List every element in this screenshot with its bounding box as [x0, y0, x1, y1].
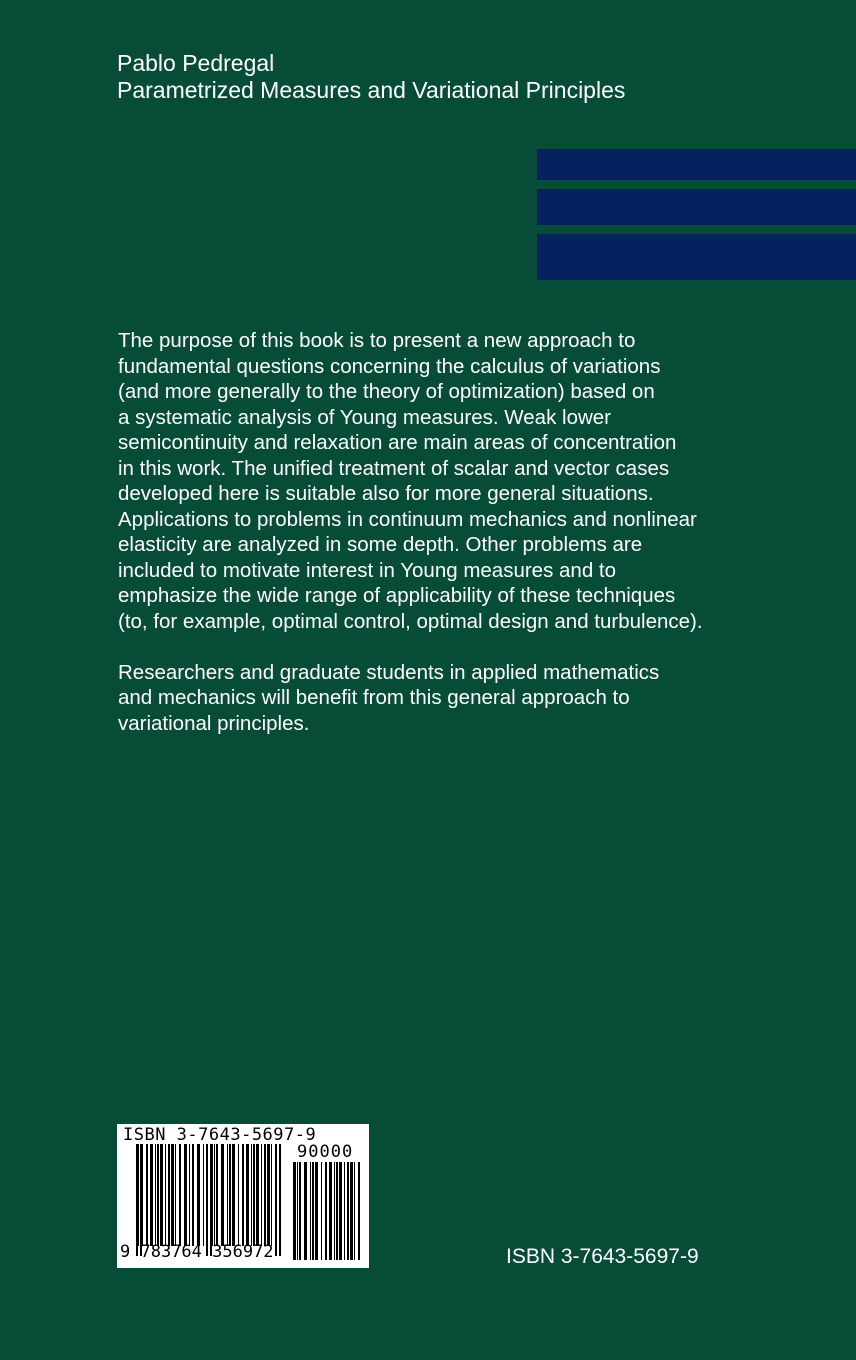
- description-paragraph-2: [118, 660, 758, 737]
- description-line: semicontinuity and relaxation are main areas of concentration: [118, 431, 677, 454]
- description-line: a systematic analysis of Young measures. Weak lower: [118, 405, 612, 429]
- barcode-bar: [321, 1162, 322, 1260]
- barcode-bar: [264, 1144, 266, 1246]
- barcode-bar: [253, 1144, 255, 1246]
- barcode-guard-bar: [140, 1144, 142, 1256]
- barcode-bar: [267, 1144, 270, 1246]
- barcode-bar: [339, 1162, 342, 1260]
- barcode-bar: [238, 1144, 239, 1246]
- barcode-bar: [227, 1144, 228, 1246]
- description-paragraph-1: [118, 328, 758, 634]
- barcode-bar: [358, 1162, 360, 1260]
- accent-bar-3: [537, 234, 856, 280]
- description-line: developed here is suitable also for more general situations.: [118, 482, 654, 505]
- barcode-bar: [242, 1144, 244, 1246]
- barcode-bar: [246, 1144, 249, 1246]
- description-line: in this work. The unified treatment of scalar and vector cases: [118, 456, 670, 480]
- barcode-bar: [329, 1162, 332, 1260]
- barcode-guard-bar: [206, 1144, 208, 1256]
- barcode-bar: [271, 1144, 272, 1246]
- barcode-bar: [354, 1162, 355, 1260]
- barcode-bar: [229, 1144, 231, 1246]
- barcode-bar: [256, 1144, 259, 1246]
- barcode-bar: [344, 1162, 345, 1260]
- cover-header: [117, 50, 625, 104]
- barcode-bar: [184, 1144, 187, 1246]
- barcode-bar: [350, 1162, 353, 1260]
- accent-bar-1: [537, 149, 856, 180]
- barcode-bar: [142, 1144, 143, 1246]
- barcode-bar: [157, 1144, 159, 1246]
- isbn-number: ISBN 3-7643-5697-9: [506, 1245, 699, 1268]
- barcode-bar: [203, 1144, 204, 1246]
- barcode-bar: [216, 1144, 218, 1246]
- barcode-bar: [304, 1162, 307, 1260]
- barcode-guard-bar: [279, 1144, 281, 1256]
- description-line: emphasize the wide range of applicability of these techniques: [118, 584, 676, 607]
- barcode-bar: [168, 1144, 170, 1246]
- book-title: Parametrized Measures and Variational Principles: [117, 77, 626, 103]
- barcode-bar: [179, 1144, 181, 1246]
- barcode-bar: [165, 1144, 166, 1246]
- barcode-bar: [299, 1162, 301, 1260]
- description-line: (to, for example, optimal control, optimal design and turbulence).: [118, 609, 703, 633]
- barcode-ean-digits: 9 783764 356972: [120, 1242, 274, 1262]
- barcode-bar: [150, 1144, 153, 1246]
- barcode-bar: [293, 1162, 296, 1260]
- description-line: Researchers and graduate students in applied mathematics: [118, 660, 660, 684]
- barcode-guard-bar: [136, 1144, 138, 1256]
- barcode-bar: [325, 1162, 327, 1260]
- description-line: included to motivate interest in Young measures and to: [118, 558, 617, 582]
- description-line: fundamental questions concerning the calculus of variations: [118, 354, 661, 378]
- barcode-bar: [221, 1144, 224, 1246]
- description-line: variational principles.: [118, 711, 310, 735]
- barcode-bar: [312, 1162, 314, 1260]
- barcode-bar: [171, 1144, 174, 1246]
- description-line: and mechanics will benefit from this general approach to: [118, 686, 630, 709]
- barcode-bar: [347, 1162, 349, 1260]
- barcode-bar: [251, 1144, 252, 1246]
- description-line: (and more generally to the theory of optimization) based on: [118, 380, 655, 403]
- barcode-bar: [155, 1144, 156, 1246]
- barcode-bar: [315, 1162, 318, 1260]
- barcode-addon-digits: 90000: [297, 1142, 354, 1162]
- accent-bar-2: [537, 189, 856, 225]
- barcode-bar: [146, 1144, 148, 1246]
- barcode-bar: [175, 1144, 176, 1246]
- isbn-barcode: [117, 1124, 369, 1268]
- barcode-bar: [261, 1144, 262, 1246]
- barcode-bar: [197, 1144, 200, 1246]
- description-line: Applications to problems in continuum mechanics and nonlinear: [118, 507, 697, 531]
- barcode-bar: [336, 1162, 338, 1260]
- barcode-bar: [232, 1144, 235, 1246]
- barcode-bar: [189, 1144, 190, 1246]
- description-line: elasticity are analyzed in some depth. Other problems are: [118, 533, 643, 556]
- barcode-bar: [297, 1162, 298, 1260]
- barcode-guard-bar: [210, 1144, 212, 1256]
- barcode-bar: [334, 1162, 335, 1260]
- barcode-isbn-label: ISBN 3-7643-5697-9: [123, 1125, 317, 1145]
- barcode-bar: [310, 1162, 311, 1260]
- barcode-guard-bar: [275, 1144, 277, 1256]
- barcode-bar: [160, 1144, 163, 1246]
- author-name: Pablo Pedregal: [117, 50, 275, 76]
- barcode-bar: [192, 1144, 194, 1246]
- book-description: [118, 328, 758, 736]
- barcode-bar: [214, 1144, 215, 1246]
- description-line: The purpose of this book is to present a new approach to: [118, 329, 636, 352]
